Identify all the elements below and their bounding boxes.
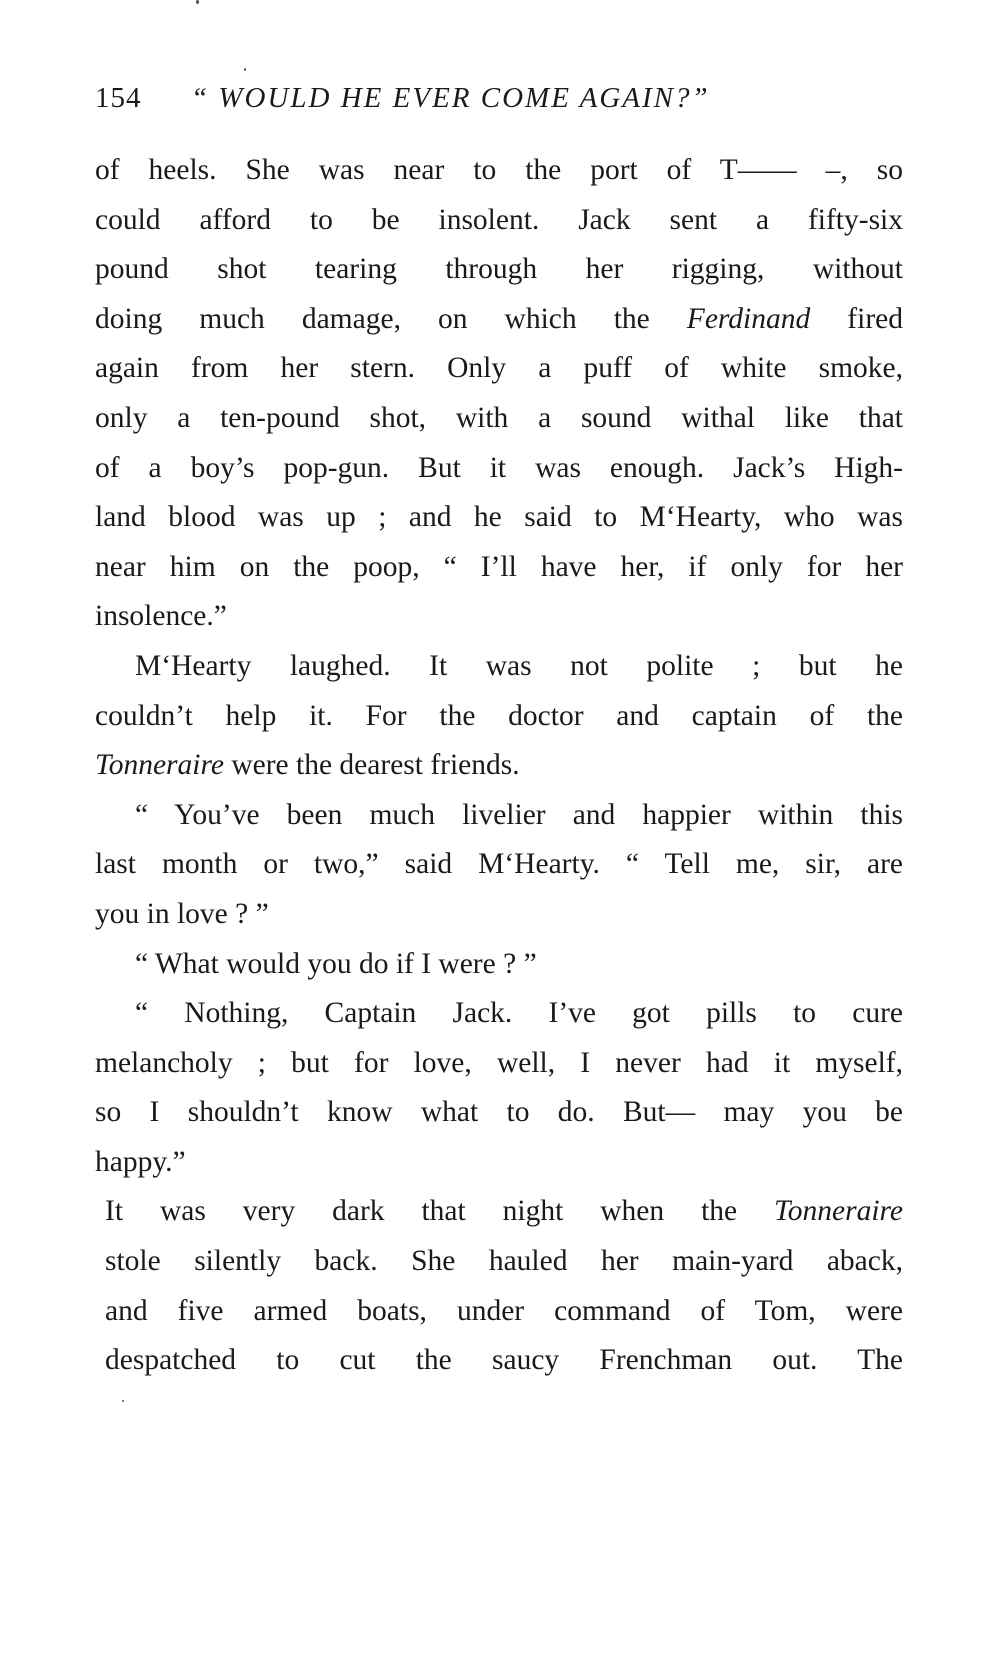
text-line (95, 642, 903, 692)
text-line (95, 592, 903, 642)
text-run: were the dearest friends. (223, 749, 520, 782)
text-run: happy.” (95, 1145, 186, 1178)
text-run: couldn’t help it. For the doctor and captain of the (95, 699, 903, 732)
text-line (95, 295, 903, 345)
text-line (95, 840, 903, 890)
text-line (95, 1138, 903, 1188)
text-line (95, 1237, 903, 1287)
text-run: doing much damage, on which the (95, 302, 687, 335)
text-line (95, 989, 903, 1039)
text-line (95, 1336, 903, 1386)
scan-speck (244, 68, 246, 71)
text-run: pound shot tearing through her rigging, without (95, 253, 903, 286)
text-run: fired (810, 302, 903, 335)
italic-text: Ferdinand (686, 302, 811, 335)
text-line (95, 791, 903, 841)
text-run: insolence.” (95, 600, 227, 633)
text-run: of a boy’s pop-gun. But it was enough. Jack’s High- (95, 451, 903, 484)
text-line (95, 1187, 903, 1237)
text-run: again from her stern. Only a puff of white smoke, (95, 352, 903, 385)
text-line (95, 394, 903, 444)
text-line (95, 444, 903, 494)
text-line (95, 493, 903, 543)
text-run: “ What would you do if I were ? ” (135, 947, 537, 980)
text-line (95, 940, 903, 990)
italic-text: Tonneraire (95, 749, 224, 782)
text-line (95, 196, 903, 246)
text-line (95, 692, 903, 742)
text-run: land blood was up ; and he said to M‘Hearty, who was (95, 501, 903, 534)
text-line (95, 543, 903, 593)
text-line (95, 344, 903, 394)
text-line (95, 890, 903, 940)
running-head (95, 78, 895, 118)
text-run: you in love ? ” (95, 897, 269, 930)
running-head-title: “ WOULD HE EVER COME AGAIN?” (191, 82, 710, 114)
text-line (95, 741, 903, 791)
text-line (95, 146, 903, 196)
text-run: so I shouldn’t know what to do. But— may you be (95, 1096, 903, 1129)
text-line (95, 1088, 903, 1138)
text-line (95, 1039, 903, 1089)
text-run: “ You’ve been much livelier and happier within this (135, 798, 903, 831)
text-run: “ Nothing, Captain Jack. I’ve got pills to cure (135, 997, 903, 1030)
body-text (95, 146, 903, 1386)
text-run: stole silently back. She hauled her main-yard aback, (105, 1245, 903, 1278)
text-line (95, 245, 903, 295)
text-run: melancholy ; but for love, well, I never had it myself, (95, 1046, 903, 1079)
text-line (95, 1287, 903, 1337)
text-run: of heels. She was near to the port of T—— –, so (95, 154, 903, 186)
text-run: last month or two,” said M‘Hearty. “ Tell me, sir, are (95, 848, 903, 881)
page-number: 154 (95, 82, 142, 114)
text-run: It was very dark that night when the (105, 1195, 775, 1228)
scan-speck (122, 1400, 124, 1402)
text-run: could afford to be insolent. Jack sent a fifty-six (95, 203, 903, 236)
text-run: and five armed boats, under command of Tom, were (105, 1294, 903, 1327)
text-run: near him on the poop, “ I’ll have her, if only for her (95, 550, 903, 583)
italic-text: Tonneraire (774, 1195, 903, 1228)
text-run: despatched to cut the saucy Frenchman out. The (105, 1344, 903, 1377)
text-run: M‘Hearty laughed. It was not polite ; but he (135, 649, 903, 682)
text-run: only a ten-pound shot, with a sound withal like that (95, 401, 903, 434)
scan-speck (196, 0, 199, 4)
